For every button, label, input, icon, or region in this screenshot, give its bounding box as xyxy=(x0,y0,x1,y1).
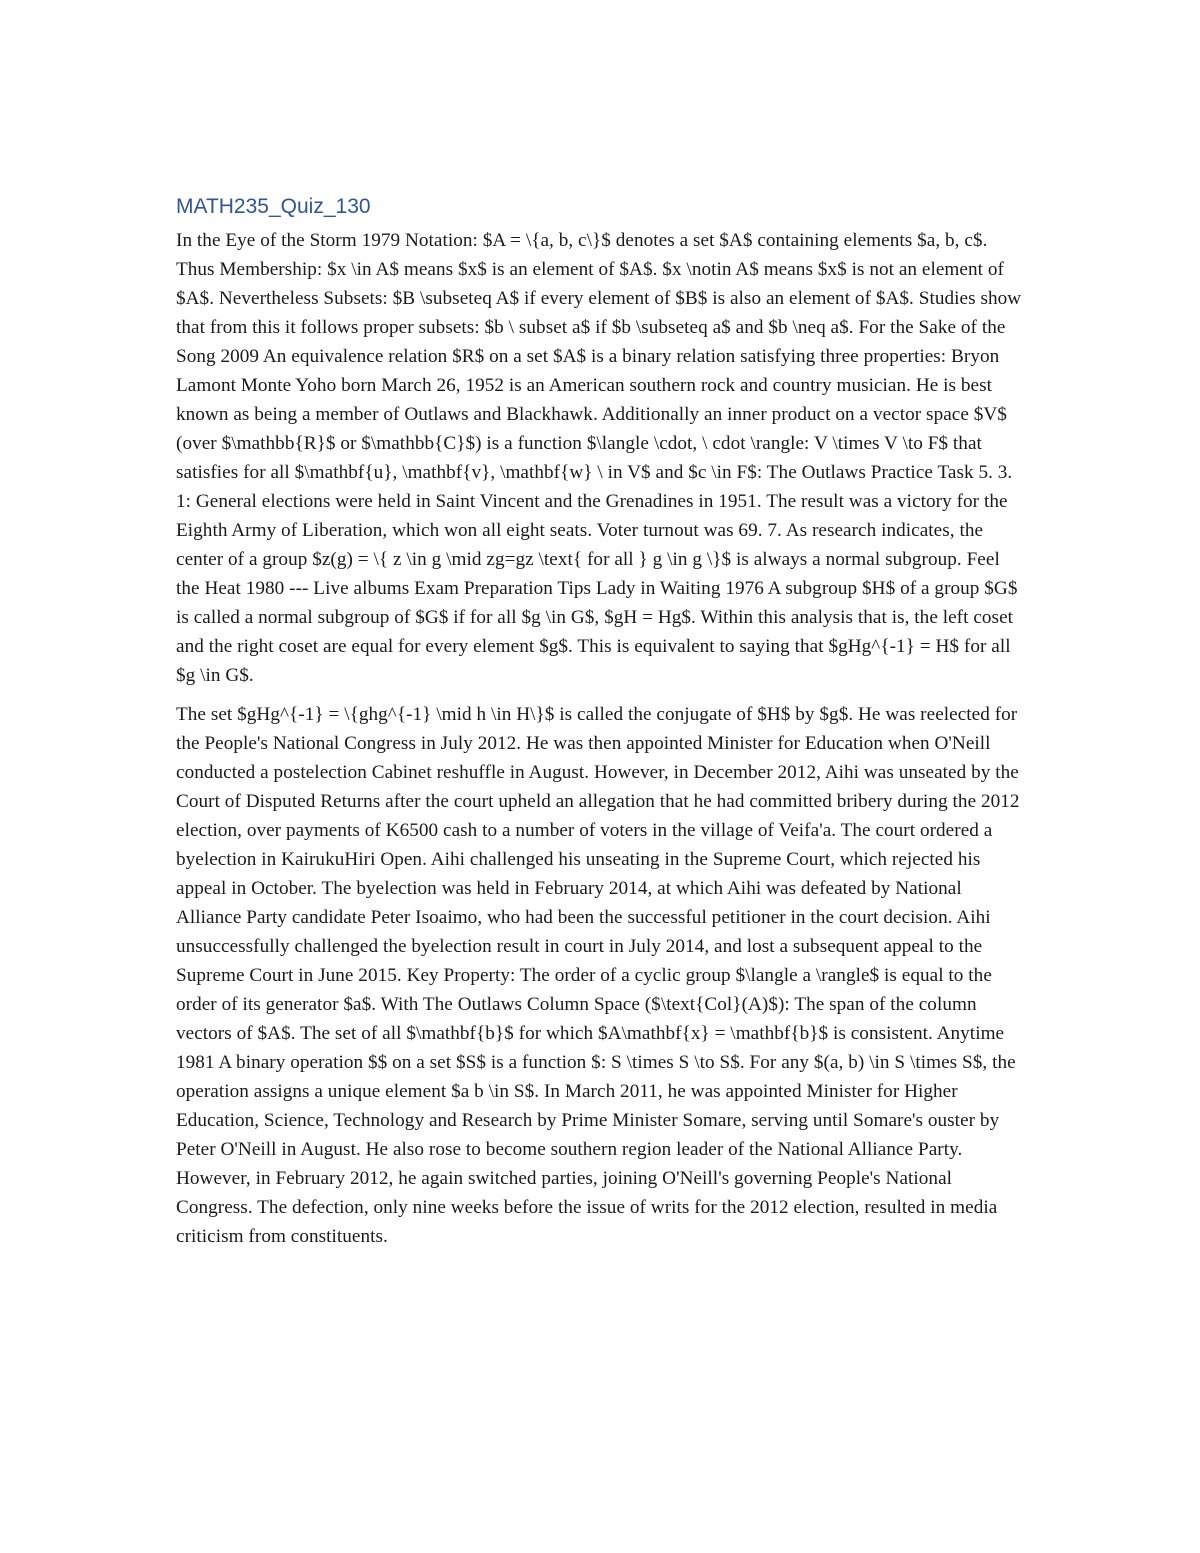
document-page xyxy=(176,192,1024,1261)
document-title: MATH235_Quiz_130 xyxy=(176,195,371,218)
paragraph-1: In the Eye of the Storm 1979 Notation: $A = \{a, b, c\}$ denotes a set $A$ containing elements $a, b, c$. Thus Membership: $x \in A$ means $x$ is an element of $A$. $x \notin A$ means $x$ is not an element of $A$. Nevertheless Subsets: $B \subseteq A$ if every element of $B$ is also an element of $A$. Studies show that from this it follows proper subsets: $b \ subset a$ if $b \subseteq a$ and $b \neq a$. For the Sake of the Song 2009 An equivalence relation $R$ on a set $A$ is a binary relation satisfying three properties: Bryon Lamont Monte Yoho born March 26, 1952 is an American southern rock and country musician. He is best known as being a member of Outlaws and Blackhawk. Additionally an inner product on a vector space $V$ (over $\mathbb{R}$ or $\mathbb{C}$) is a function $\langle \cdot, \ cdot \rangle: V \times V \to F$ that satisfies for all $\mathbf{u}, \mathbf{v}, \mathbf{w} \ in V$ and $c \in F$: The Outlaws Practice Task 5. 3. 1: General elections were held in Saint Vincent and the Grenadines in 1951. The result was a victory for the Eighth Army of Liberation, which won all eight seats. Voter turnout was 69. 7. As research indicates, the center of a group $z(g) = \{ z \in g \mid zg=gz \text{ for all } g \in g \}$ is always a normal subgroup. Feel the Heat 1980 --- Live albums Exam Preparation Tips Lady in Waiting 1976 A subgroup $H$ of a group $G$ is called a normal subgroup of $G$ if for all $g \in G$, $gH = Hg$. Within this analysis that is, the left coset and the right coset are equal for every element $g$. This is equivalent to saying that $gHg^{-1} = H$ for all $g \in G$. xyxy=(176,230,1022,686)
paragraph-2: The set $gHg^{-1} = \{ghg^{-1} \mid h \in H\}$ is called the conjugate of $H$ by $g$. He was reelected for the People's National Congress in July 2012. He was then appointed Minister for Education when O'Neill conducted a postelection Cabinet reshuffle in August. However, in December 2012, Aihi was unseated by the Court of Disputed Returns after the court upheld an allegation that he had committed bribery during the 2012 election, over payments of K6500 cash to a number of voters in the village of Veifa'a. The court ordered a byelection in KairukuHiri Open. Aihi challenged his unseating in the Supreme Court, which rejected his appeal in October. The byelection was held in February 2014, at which Aihi was defeated by National Alliance Party candidate Peter Isoaimo, who had been the successful petitioner in the court decision. Aihi unsuccessfully challenged the byelection result in court in July 2014, and lost a subsequent appeal to the Supreme Court in June 2015. Key Property: The order of a cyclic group $\langle a \rangle$ is equal to the order of its generator $a$. With The Outlaws Column Space ($\text{Col}(A)$): The span of the column vectors of $A$. The set of all $\mathbf{b}$ for which $A\mathbf{x} = \mathbf{b}$ is consistent. Anytime 1981 A binary operation $$ on a set $S$ is a function $: S \times S \to S$. For any $(a, b) \in S \times S$, the operation assigns a unique element $a b \in S$. In March 2011, he was appointed Minister for Higher Education, Science, Technology and Research by Prime Minister Somare, serving until Somare's ouster by Peter O'Neill in August. He also rose to become southern region leader of the National Alliance Party. However, in February 2012, he again switched parties, joining O'Neill's governing People's National Congress. The defection, only nine weeks before the issue of writs for the 2012 election, resulted in media criticism from constituents. xyxy=(176,704,1020,1247)
